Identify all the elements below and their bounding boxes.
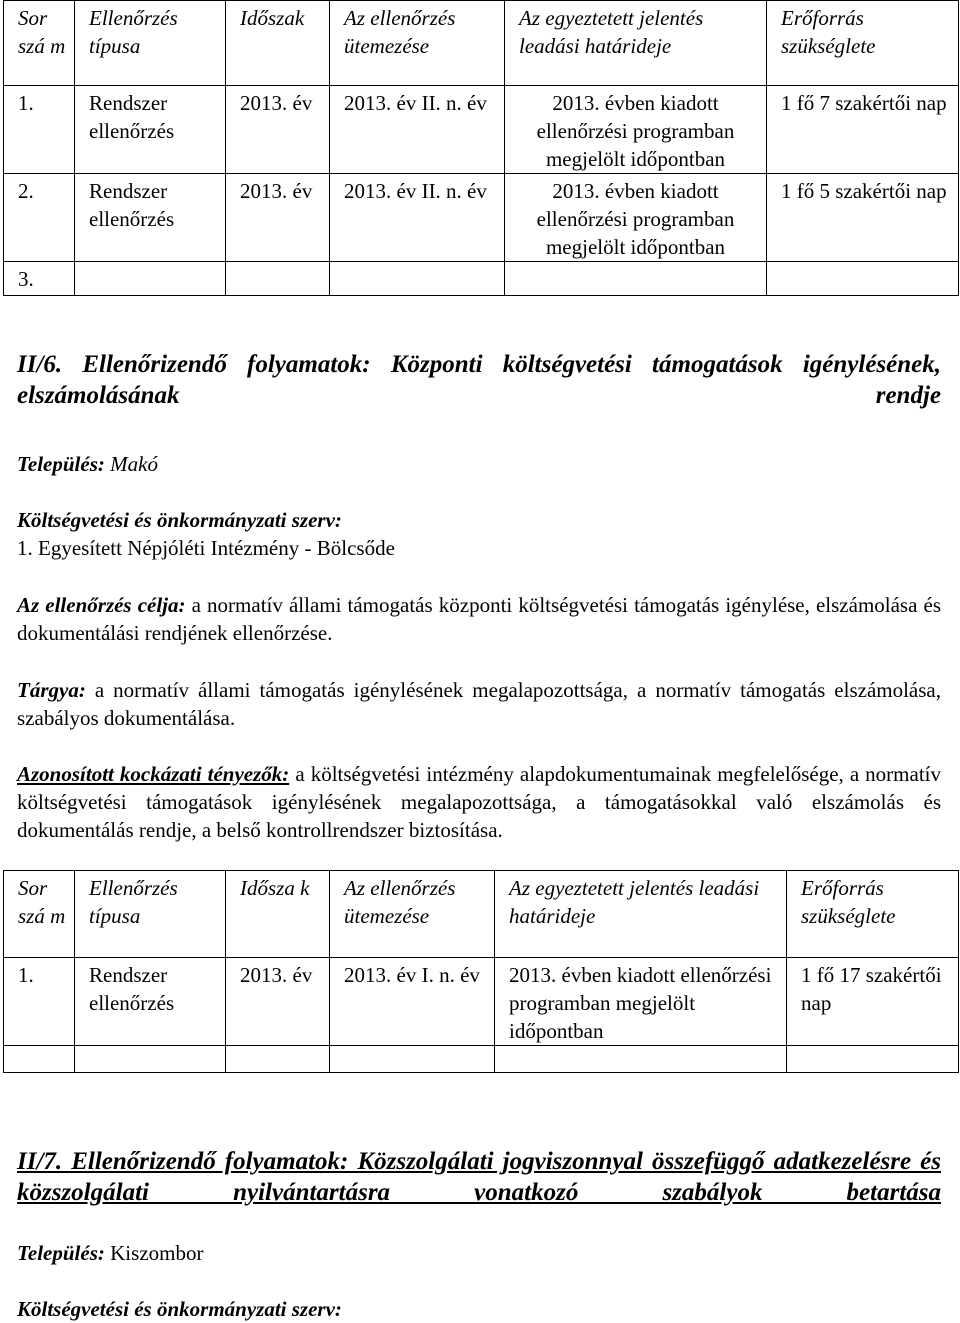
row-deadline: 2013. évben kiadott ellenőrzési programban megjelölt időpontban [495, 958, 787, 1046]
row-deadline: 2013. évben kiadott ellenőrzési programban megjelölt időpontban [505, 174, 767, 262]
audit-plan-table-1 [3, 0, 959, 296]
row-resource: 1 fő 7 szakértői nap [767, 86, 959, 174]
subject-label: Tárgya: [17, 678, 86, 702]
section-7-settlement [17, 1239, 941, 1267]
col-header-schedule: Az ellenőrzés ütemezése [330, 1, 505, 86]
col-header-type: Ellenőrzés típusa [75, 1, 226, 86]
section-6-risk [17, 760, 941, 844]
table-row [4, 958, 959, 1046]
col-header-period: Idősza k [226, 871, 330, 958]
row-period: 2013. év [226, 86, 330, 174]
table-row [4, 86, 959, 174]
table-row [4, 1046, 959, 1073]
row-no: 2. [4, 174, 75, 262]
row-schedule: 2013. év I. n. év [330, 958, 495, 1046]
row-type: Rendszer ellenőrzés [75, 174, 226, 262]
risk-text: a költségvetési intézmény alapdokumentumainak megfelelősége, a normatív költségvetési támogatások igénylésének megalapozottsága, a támogatásokkal való elszámolás és dokumentálás rendje, a belső kontrollrendszer biztosítása. [17, 762, 942, 842]
goal-text: a normatív állami támogatás központi költségvetési támogatás igénylése, elszámolása és dokumentálási rendjének ellenőrzése. [17, 593, 942, 645]
table-row [4, 262, 959, 296]
settlement-label: Település: [17, 452, 105, 476]
section-6-org: 1. Egyesített Népjóléti Intézmény - Bölcsőde [17, 536, 395, 560]
section-6-title: II/6. Ellenőrizendő folyamatok: Központi költségvetési támogatások igénylésének, elszámolásának rendje [17, 351, 941, 409]
col-header-no: Sor szá m [4, 1, 75, 86]
goal-label: Az ellenőrzés célja: [17, 593, 186, 617]
row-resource: 1 fő 17 szakértői nap [787, 958, 959, 1046]
row-no: 1. [4, 958, 75, 1046]
audit-plan-table-2 [3, 870, 959, 1073]
table-row [4, 174, 959, 262]
row-type: Rendszer ellenőrzés [75, 958, 226, 1046]
table-header-row [4, 871, 959, 958]
row-period: 2013. év [226, 174, 330, 262]
row-type: Rendszer ellenőrzés [75, 86, 226, 174]
row-type [75, 262, 226, 296]
settlement-value: Kiszombor [110, 1241, 204, 1265]
row-deadline [505, 262, 767, 296]
col-header-deadline: Az egyeztetett jelentés leadási határideje [495, 871, 787, 958]
row-period: 2013. év [226, 958, 330, 1046]
row-deadline: 2013. évben kiadott ellenőrzési programban megjelölt időpontban [505, 86, 767, 174]
col-header-deadline: Az egyeztetett jelentés leadási határideje [505, 1, 767, 86]
col-header-period: Időszak [226, 1, 330, 86]
col-header-schedule: Az ellenőrzés ütemezése [330, 871, 495, 958]
risk-label: Azonosított kockázati tényezők: [17, 762, 290, 786]
section-6-org-label: Költségvetési és önkormányzati szerv: [17, 508, 342, 532]
section-7-org-label: Költségvetési és önkormányzati szerv: [17, 1297, 342, 1321]
row-no: 3. [4, 262, 75, 296]
row-period [226, 262, 330, 296]
col-header-no: Sor szá m [4, 871, 75, 958]
section-6-subject [17, 676, 941, 732]
col-header-type: Ellenőrzés típusa [75, 871, 226, 958]
col-header-resource: Erőforrás szükséglete [787, 871, 959, 958]
section-6-settlement [17, 450, 941, 478]
row-resource [767, 262, 959, 296]
settlement-label: Település: [17, 1241, 105, 1265]
settlement-value: Makó [110, 452, 158, 476]
row-schedule: 2013. év II. n. év [330, 174, 505, 262]
subject-text: a normatív állami támogatás igénylésének megalapozottsága, a normatív támogatás elszámolása, szabályos dokumentálása. [17, 678, 942, 730]
section-7-title: II/7. Ellenőrizendő folyamatok: Közszolgálati jogviszonnyal összefüggő adatkezelésre és közszolgálati nyilvántartásra vonatkozó szabályok betartása [17, 1148, 941, 1206]
table-header-row [4, 1, 959, 86]
row-resource: 1 fő 5 szakértői nap [767, 174, 959, 262]
row-no: 1. [4, 86, 75, 174]
col-header-resource: Erőforrás szükséglete [767, 1, 959, 86]
section-6-goal [17, 591, 941, 647]
row-schedule [330, 262, 505, 296]
row-schedule: 2013. év II. n. év [330, 86, 505, 174]
